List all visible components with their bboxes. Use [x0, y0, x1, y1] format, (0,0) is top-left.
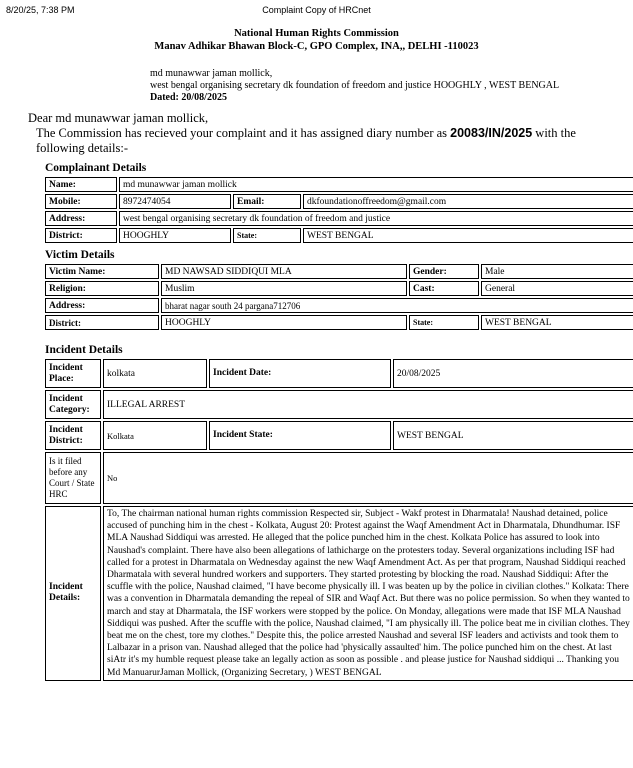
incident-district: Kolkata: [103, 421, 207, 450]
incident-court-filed: No: [103, 452, 633, 504]
complainant-mobile: 8972474054: [119, 194, 231, 209]
table-row: [45, 281, 633, 296]
incident-date: 20/08/2025: [393, 359, 633, 388]
victim-district: HOOGHLY: [161, 315, 407, 330]
complainant-address: west bengal organising secretary dk foundation of freedom and justice: [119, 211, 633, 226]
victim-table: [43, 262, 633, 332]
victim-name: MD NAWSAD SIDDIQUI MLA: [161, 264, 407, 279]
complainant-name: md munawwar jaman mollick: [119, 177, 633, 192]
table-row: [45, 506, 633, 681]
complainant-state: WEST BENGAL: [303, 228, 633, 243]
print-datetime: 8/20/25, 7:38 PM: [6, 5, 75, 15]
letterhead: [0, 27, 633, 53]
label-email: Email:: [233, 194, 301, 209]
complainant-email: dkfoundationoffreedom@gmail.com: [303, 194, 633, 209]
recipient-address: west bengal organising secretary dk foundation of freedom and justice HOOGHLY , WEST BENGAL: [150, 80, 560, 91]
label-incident-details: Incident Details:: [45, 506, 101, 681]
incident-category: ILLEGAL ARREST: [103, 390, 633, 419]
victim-gender: Male: [481, 264, 633, 279]
table-row: [45, 264, 633, 279]
victim-address: bharat nagar south 24 pargana712706: [161, 298, 633, 313]
incident-place: kolkata: [103, 359, 207, 388]
recipient-name: md munawwar jaman mollick,: [150, 68, 273, 79]
incident-heading: Incident Details: [45, 344, 123, 356]
table-row: [45, 452, 633, 504]
table-row: [45, 211, 633, 226]
letter-body-line2: following details:-: [36, 141, 128, 155]
label-address: Address:: [45, 211, 117, 226]
print-page-title: Complaint Copy of HRCnet: [262, 5, 371, 15]
label-victim-address: Address:: [45, 298, 159, 313]
label-mobile: Mobile:: [45, 194, 117, 209]
table-row: [45, 228, 633, 243]
label-name: Name:: [45, 177, 117, 192]
victim-heading: Victim Details: [45, 249, 115, 261]
label-incident-date: Incident Date:: [209, 359, 391, 388]
letter-body-pre: The Commission has recieved your complaint and it has assigned diary number as: [36, 126, 451, 140]
complainant-district: HOOGHLY: [119, 228, 231, 243]
org-address: Manav Adhikar Bhawan Block-C, GPO Complex, INA,, DELHI -110023: [154, 41, 479, 52]
diary-number: 20083/IN/2025: [450, 126, 533, 140]
complainant-table: [43, 175, 633, 245]
complainant-heading: Complainant Details: [45, 162, 147, 174]
label-cast: Cast:: [409, 281, 479, 296]
label-court-filed: Is it filed before any Court / State HRC: [45, 452, 101, 504]
table-row: [45, 421, 633, 450]
label-state: State:: [233, 228, 301, 243]
recipient-block: [150, 68, 559, 104]
label-religion: Religion:: [45, 281, 159, 296]
label-district: District:: [45, 228, 117, 243]
label-incident-category: Incident Category:: [45, 390, 101, 419]
incident-state: WEST BENGAL: [393, 421, 633, 450]
org-name: National Human Rights Commission: [234, 28, 399, 39]
letter-date: Dated: 20/08/2025: [150, 92, 227, 103]
table-row: [45, 359, 633, 388]
table-row: [45, 298, 633, 313]
table-row: [45, 315, 633, 330]
label-victim-district: District:: [45, 315, 159, 330]
incident-details: To, The chairman national human rights commission Respected sir, Subject - Wakf protest in Dharmatala! Naushad detained, police accused of punching him in the chest - Kolkata, August 20: Protest against the Waqf Amendment Act in Dharmatala, Dhundhumar. ISF MLA Naushad Siddiqui was arrested. He alleged that the police punched him in the chest. Kolkata Police has assured to look into Naushad's complaint. There have also been allegations of lathicharge on the protesters today. Several organizations including ISF had called for a protest in Dharmatala on Wednesday against the new Waqf Amendment Act. As per that program, Naushad Siddiqui reached Dharmatala with several hundred workers and supporters. They started protesting by blocking the road. Naushad Siddiqui: After the scuffle with the police, Naushad claimed, "I have become physically ill. I was beaten up by the police in civilian clothes." Kolkata: There was a convention in Dharmatala demanding the repeal of SIR and Waqf Act. But there was no police permission. So when they wanted to march and stay at Dharmatala, the ISF workers were stopped by the police. On Monday, allegations were made that ISF MLA Naushad Siddiqui was pushed. After the scuffle with the police, Naushad claimed, "I am physically ill. The police beat me in civilian clothes. They beat me on the chest, tore my clothes." Despite this, the police arrested Naushad and several ISF leaders and activists and took them to Lalbazar in a prison van. Naushad alleged that the police had 'physically assaulted' him. The police punched him on the chest. At last siAtr it's my humble request please take an legally action as soon as possible . and please justice for Naushad siddiqui ... Thanking you Md ManuarurJaman Mollick, (Organizing Secretary, ) WEST BENGAL: [103, 506, 633, 681]
table-row: [45, 177, 633, 192]
victim-cast: General: [481, 281, 633, 296]
salutation: Dear md munawwar jaman mollick,: [28, 111, 209, 125]
incident-table: [43, 357, 633, 683]
label-incident-district: Incident District:: [45, 421, 101, 450]
victim-state: WEST BENGAL: [481, 315, 633, 330]
letter-intro: [28, 111, 628, 156]
table-row: [45, 194, 633, 209]
label-victim-name: Victim Name:: [45, 264, 159, 279]
victim-religion: Muslim: [161, 281, 407, 296]
label-incident-place: Incident Place:: [45, 359, 101, 388]
letter-body: [28, 126, 628, 141]
table-row: [45, 390, 633, 419]
letter-body-post: with the: [532, 126, 576, 140]
label-victim-state: State:: [409, 315, 479, 330]
label-gender: Gender:: [409, 264, 479, 279]
label-incident-state: Incident State:: [209, 421, 391, 450]
